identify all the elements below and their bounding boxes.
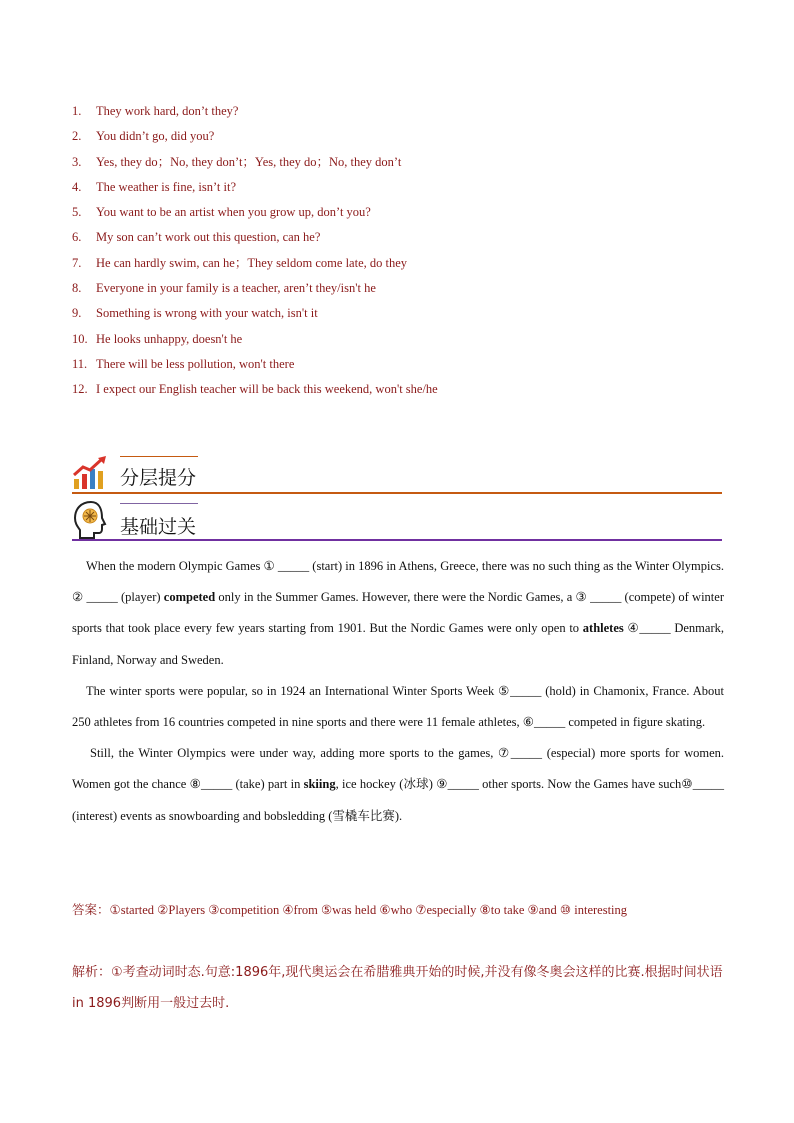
section-title: 分层提分 — [120, 467, 197, 489]
section-header-layered — [72, 455, 722, 495]
list-item: 2. You didn’t go, did you? — [72, 129, 215, 144]
answer-label: 答案： — [72, 902, 110, 917]
answer-list — [72, 99, 732, 403]
list-item: 10. He looks unhappy, doesn't he — [72, 331, 243, 346]
section-divider — [72, 539, 722, 541]
section-top-rule — [120, 503, 198, 504]
list-item: 8. Everyone in your family is a teacher, aren’t they/isn't he — [72, 281, 376, 296]
cloze-passage — [72, 551, 724, 832]
section-title: 基础过关 — [120, 516, 197, 538]
list-item: 7. He can hardly swim, can he；They seldom come late, do they — [72, 255, 408, 270]
list-item: 11. There will be less pollution, won't there — [72, 356, 295, 371]
answer-key — [72, 894, 724, 926]
list-item: 4. The weather is fine, isn’t it? — [72, 179, 237, 194]
section-top-rule — [120, 456, 198, 457]
answer-text: ①started ②Players ③competition ④from ⑤was held ⑥who ⑦especially ⑧to take ⑨and ⑩ interesting — [109, 903, 628, 917]
passage-paragraph-3: Still, the Winter Olympics were under way, adding more sports to the games, ⑦_____ (especial) more sports for women. Women got the chance ⑧_____ (take) part in skiing, ice hockey (冰球) ⑨_____ other sports. Now the Games have such⑩_____ (interest) events as snowboarding and bobsledding (雪橇车比赛). — [72, 746, 724, 823]
list-item: 3. Yes, they do；No, they don’t；Yes, they do；No, they don’t — [72, 154, 402, 169]
list-item: 12. I expect our English teacher will be back this weekend, won't she/he — [72, 382, 438, 397]
list-item: 1. They work hard, don’t they? — [72, 104, 239, 118]
list-item: 6. My son can’t work out this question, can he? — [72, 230, 321, 245]
analysis-text: 解析：①考查动词时态.句意:1896年,现代奥运会在希腊雅典开始的时候,并没有像冬奥会这样的比赛.根据时间状语in 1896判断用一般过去时. — [72, 965, 723, 1011]
rising-bar-chart-icon — [72, 455, 108, 496]
section-header-basic — [72, 500, 722, 542]
list-item: 5. You want to be an artist when you grow up, don’t you? — [72, 205, 371, 220]
passage-paragraph-2: The winter sports were popular, so in 1924 an International Winter Sports Week ⑤_____ (hold) in Chamonix, France. About 250 athletes from 16 countries competed in nine sports and there were 11 female athletes, ⑥_____ competed in figure skating. — [72, 683, 724, 730]
passage-paragraph-1: When the modern Olympic Games ① _____ (start) in 1896 in Athens, Greece, there was no such thing as the Winter Olympics. ② _____ (player) competed only in the Summer Games. However, there were the Nordic Games, a ③ _____ (compete) of winter sports that took place every few years starting from 1901. But the Nordic Games were only open to athletes ④_____ Denmark, Finland, Norway and Sweden. — [72, 559, 724, 667]
section-divider — [72, 492, 722, 494]
list-item: 9. Something is wrong with your watch, isn't it — [72, 306, 318, 321]
